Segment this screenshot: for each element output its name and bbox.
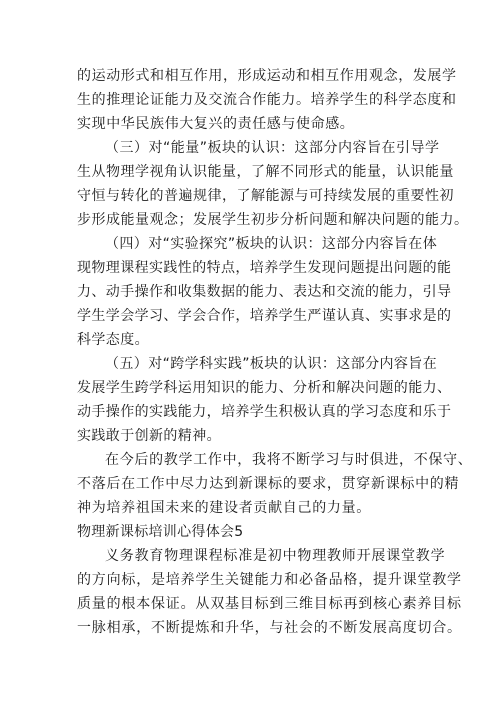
text-line: 不落后在工作中尽力达到新课标的要求，贯穿新课标中的精 — [77, 476, 460, 492]
paragraph-continued — [77, 64, 457, 136]
text-line: （四）对“实验探究”板块的认识：这部分内容旨在体 — [105, 236, 438, 252]
text-line: 学生学会学习、学会合作，培养学生严谨认真、实事求是的 — [77, 308, 452, 324]
text-line: 生从物理学视角认识能量，了解不同形式的能量，认识能量 — [77, 164, 454, 180]
heading-text: 物理新课标培训心得体会5 — [77, 524, 244, 540]
text-line: 实践敢于创新的精神。 — [77, 428, 221, 444]
text-line: 的运动形式和相互作用，形成运动和相互作用观念，发展学 — [77, 68, 457, 84]
text-line: 科学态度。 — [77, 332, 149, 348]
text-line: 实现中华民族伟大复兴的责任感与使命感。 — [77, 116, 355, 132]
text-line: 发展学生跨学科运用知识的能力、分析和解决问题的能力、 — [77, 380, 452, 396]
text-line: 现物理课程实践性的特点，培养学生发现问题提出问题的能 — [77, 260, 452, 276]
text-line: 质量的根本保证。从双基目标到三维目标再到核心素养目标 — [77, 596, 462, 612]
paragraph-experiment — [77, 232, 452, 352]
text-line: （五）对“跨学科实践”板块的认识：这部分内容旨在 — [105, 356, 438, 372]
paragraph-energy — [77, 136, 469, 232]
text-line: 在今后的教学工作中，我将不断学习与时俱进，不保守、 — [105, 452, 473, 468]
text-line: 生的推理论证能力及交流合作能力。培养学生的科学态度和 — [77, 92, 457, 108]
text-line: 守恒与转化的普遍规律，了解能源与可持续发展的重要性初 — [77, 188, 454, 204]
section-heading — [77, 520, 431, 544]
text-line: 神为培养祖国未来的建设者贡献自己的力量。 — [77, 500, 371, 516]
paragraph-interdisciplinary — [77, 352, 452, 448]
text-line: 力、动手操作和收集数据的能力、表达和交流的能力，引导 — [77, 284, 452, 300]
text-line: 一脉相承，不断提炼和升华，与社会的不断发展高度切合。 — [77, 620, 462, 636]
text-line: （三）对“能量”板块的认识：这部分内容旨在引导学 — [105, 140, 440, 156]
document-body — [77, 64, 473, 640]
text-line: 步形成能量观念；发展学生初步分析问题和解决问题的能力。 — [77, 212, 469, 228]
text-line: 义务教育物理课程标准是初中物理教师开展课堂教学 — [105, 548, 446, 564]
text-line: 的方向标，是培养学生关键能力和必备品格，提升课堂教学 — [77, 572, 462, 588]
paragraph-future-work — [77, 448, 473, 520]
text-line: 动手操作的实践能力，培养学生积极认真的学习态度和乐于 — [77, 404, 452, 420]
paragraph-curriculum-standard — [77, 544, 462, 640]
